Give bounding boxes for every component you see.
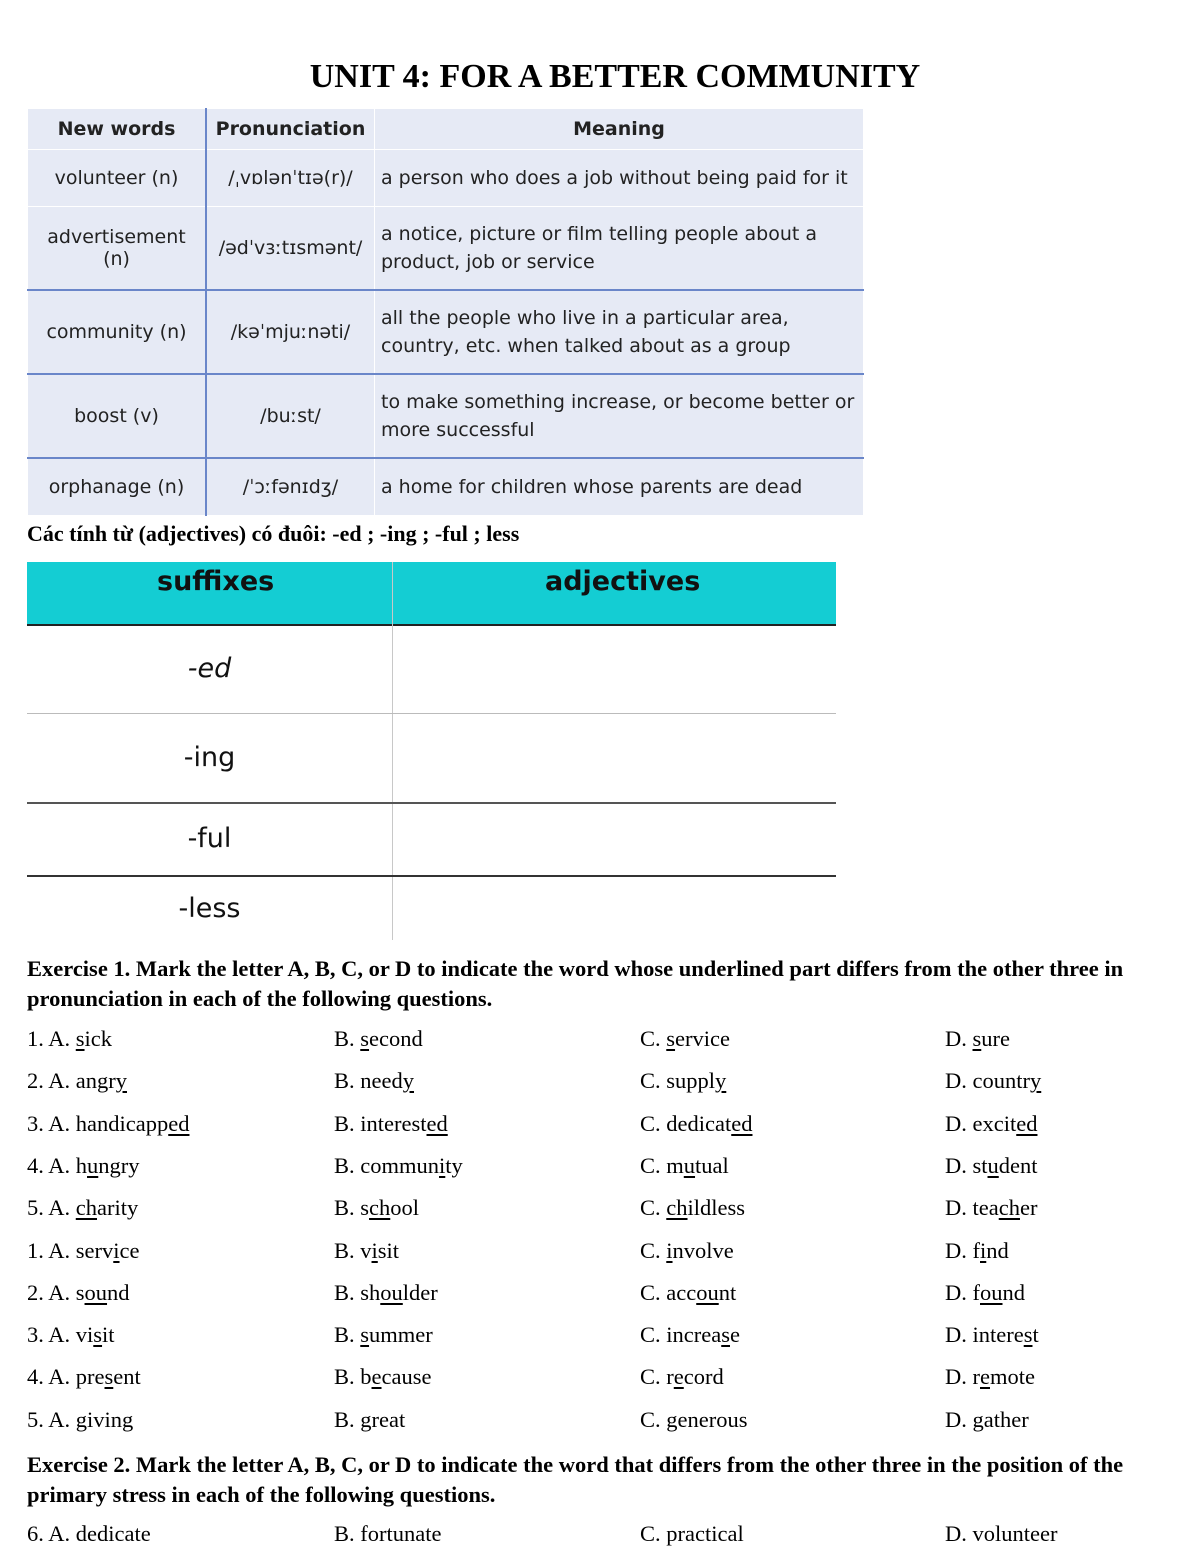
exercise1-heading: Exercise 1. Mark the letter A, B, C, or D to indicate the word whose underlined part differs from the other three in pronunciation in each of the following questions. <box>27 956 1124 1011</box>
adjectives-header: adjectives <box>545 566 701 597</box>
vocab-meaning: all the people who live in a particular area, country, etc. when talked about as a group <box>375 290 864 374</box>
vocab-pronunciation: /buːst/ <box>206 374 375 458</box>
vocab-row <box>28 374 864 458</box>
vocab-row <box>28 207 864 291</box>
page-title: UNIT 4: FOR A BETTER COMMUNITY <box>309 58 921 95</box>
option-a: 2. A. angry <box>27 1068 127 1094</box>
column-divider <box>392 562 393 940</box>
option-d: D. sure <box>945 1026 1010 1051</box>
option-b: B. shoulder <box>334 1279 438 1305</box>
vocab-pronunciation: /ˈɔːfənɪdʒ/ <box>206 458 375 516</box>
option-d: D. volunteer <box>945 1521 1058 1546</box>
vocab-pronunciation: /ədˈvɜːtɪsmənt/ <box>206 207 375 291</box>
option-b: B. needy <box>334 1068 414 1094</box>
suffixes-header: suffixes <box>157 566 275 597</box>
option-a: 4. A. present <box>27 1364 141 1390</box>
option-c: C. dedicated <box>640 1110 753 1136</box>
option-b: B. school <box>334 1195 420 1221</box>
vocab-meaning: a home for children whose parents are dead <box>375 458 864 516</box>
vocab-word: community (n) <box>28 290 207 374</box>
option-a: 5. A. charity <box>27 1195 139 1221</box>
option-a: 3. A. visit <box>27 1322 115 1348</box>
vocab-meaning: a notice, picture or film telling people about a product, job or service <box>375 207 864 291</box>
header-meaning: Meaning <box>375 109 864 150</box>
question-row <box>27 1195 1187 1235</box>
option-d: D. student <box>945 1152 1038 1178</box>
option-b: B. visit <box>334 1237 400 1263</box>
option-d: D. found <box>945 1279 1025 1305</box>
question-row <box>27 1280 1187 1320</box>
suffix-table <box>27 562 836 940</box>
vocab-meaning: to make something increase, or become better or more successful <box>375 374 864 458</box>
option-b: B. fortunate <box>334 1521 442 1546</box>
vocab-pronunciation: /kəˈmjuːnəti/ <box>206 290 375 374</box>
question-row <box>27 1026 1187 1066</box>
option-b: B. summer <box>334 1322 433 1348</box>
row-divider <box>27 802 836 804</box>
exercise2-heading: Exercise 2. Mark the letter A, B, C, or D to indicate the word that differs from the other three in the position of the primary stress in each of the following questions. <box>27 1452 1124 1507</box>
adjectives-heading: Các tính từ (adjectives) có đuôi: -ed ; -ing ; -ful ; less <box>27 521 520 546</box>
vocab-row <box>28 150 864 207</box>
row-divider <box>27 713 836 714</box>
suffix-table-header <box>27 562 836 626</box>
question-row <box>27 1407 1187 1447</box>
option-b: B. second <box>334 1026 423 1051</box>
option-a: 5. A. giving <box>27 1406 134 1432</box>
option-a: 4. A. hungry <box>27 1152 140 1178</box>
suffix-ful: -ful <box>187 823 232 854</box>
option-c: C. generous <box>640 1406 748 1432</box>
question-row <box>27 1153 1187 1193</box>
option-b: B. interested <box>334 1110 448 1136</box>
vocab-row <box>28 458 864 516</box>
option-c: C. involve <box>640 1237 734 1263</box>
option-d: D. gather <box>945 1406 1029 1432</box>
vocab-row <box>28 290 864 374</box>
question-row <box>27 1238 1187 1278</box>
suffix-ing: -ing <box>183 742 236 773</box>
vocab-word: advertisement (n) <box>28 207 207 291</box>
question-row <box>27 1364 1187 1404</box>
vocab-word: orphanage (n) <box>28 458 207 516</box>
option-d: D. excited <box>945 1110 1038 1136</box>
option-d: D. teacher <box>945 1195 1038 1221</box>
option-c: C. increase <box>640 1322 740 1348</box>
vocab-pronunciation: /ˌvɒlənˈtɪə(r)/ <box>206 150 375 207</box>
vocab-word: boost (v) <box>28 374 207 458</box>
option-b: B. because <box>334 1364 432 1390</box>
option-a: 6. A. dedicate <box>27 1521 151 1546</box>
option-a: 1. A. service <box>27 1237 140 1263</box>
option-c: C. record <box>640 1364 724 1390</box>
option-a: 2. A. sound <box>27 1279 130 1305</box>
header-pronunciation: Pronunciation <box>206 109 375 150</box>
option-c: C. account <box>640 1279 737 1305</box>
option-c: C. childless <box>640 1195 746 1221</box>
option-b: B. community <box>334 1152 463 1178</box>
suffix-ed: -ed <box>187 653 232 684</box>
vocabulary-table <box>27 108 864 516</box>
option-d: D. interest <box>945 1322 1039 1348</box>
vocab-header-row <box>28 109 864 150</box>
option-d: D. find <box>945 1237 1009 1263</box>
option-c: C. service <box>640 1026 730 1051</box>
question-row <box>27 1111 1187 1151</box>
option-d: D. remote <box>945 1364 1035 1390</box>
option-c: C. supply <box>640 1068 727 1094</box>
question-row <box>27 1068 1187 1108</box>
question-row <box>27 1521 1187 1561</box>
suffix-less: -less <box>178 893 241 924</box>
question-row <box>27 1322 1187 1362</box>
header-new-words: New words <box>28 109 207 150</box>
vocab-word: volunteer (n) <box>28 150 207 207</box>
option-a: 1. A. sick <box>27 1026 113 1051</box>
row-divider <box>27 875 836 877</box>
option-d: D. country <box>945 1068 1042 1094</box>
option-a: 3. A. handicapped <box>27 1110 190 1136</box>
option-b: B. great <box>334 1406 406 1432</box>
vocab-meaning: a person who does a job without being paid for it <box>375 150 864 207</box>
option-c: C. practical <box>640 1521 744 1546</box>
option-c: C. mutual <box>640 1152 729 1178</box>
